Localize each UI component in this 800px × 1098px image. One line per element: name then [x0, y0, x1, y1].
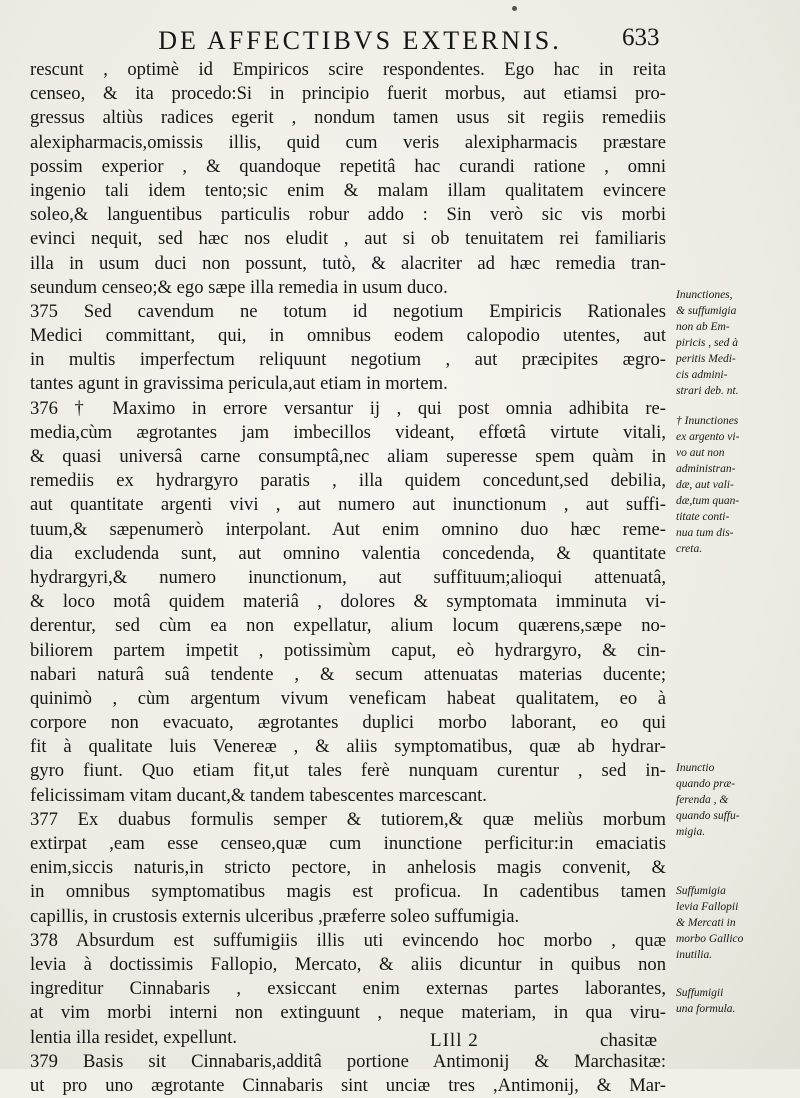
text-line: rescunt , optimè id Empiricos scire respondentes. Ego hac in reita — [30, 59, 666, 80]
text-line: media,cùm ægrotantes jam imbecillos videant, effœtâ virtute vitali, — [30, 421, 666, 443]
margin-note-line: cis admini- — [676, 369, 728, 381]
text-line: in omnibus symptomatibus magis est proficua. In cadentibus tamen — [30, 881, 666, 903]
text-line: Medici committant, qui, in omnibus eodem calopodio utentes, aut — [30, 325, 666, 347]
text-line: extirpat ,eam esse censeo,quæ cum inunctione perficitur:in emaciatis — [30, 833, 666, 854]
text-line: ingenio tali idem tento;sic enim & malam illam qualitatem evincere — [30, 179, 666, 201]
text-line: quinimò , cùm argentum vivum veneficam habeat qualitatem, eo à — [30, 687, 666, 709]
margin-note — [676, 883, 798, 963]
text-line: tantes agunt in gravissima pericula,aut etiam in mortem. — [30, 373, 448, 395]
text-line: biliorem partem impetit , potissimùm caput, eò hydrargyro, & cin- — [30, 639, 666, 661]
margin-note-line: dæ,tum quan- — [676, 495, 740, 507]
text-line: illa in usum duci non possunt, tutò, & alacriter ad hæc remedia tran- — [30, 252, 666, 274]
margin-note-line: ex argento vi- — [676, 431, 740, 443]
margin-note-line: migia. — [676, 826, 706, 838]
text-line: possim experior , & quandoque repetitâ hac curandi ratione , omni — [30, 155, 666, 177]
text-line: & quasi universâ carne consumptâ,nec aliam superesse spem quàm in — [30, 446, 666, 467]
text-line: evinci nequit, sed hæc nos eludit , aut si ob tenuitatem rei familiaris — [30, 228, 666, 250]
ink-speck — [512, 6, 517, 11]
text-line: 378 Absurdum est suffumigiis illis uti evincendo hoc morbo , quæ — [30, 929, 666, 951]
text-line: dia excludenda sunt, aut omnino valentia concedenda, & quantitate — [30, 542, 666, 564]
margin-note-line: quando suffu- — [676, 810, 740, 822]
text-line: levia à doctissimis Fallopio, Mercato, & aliis dicuntur in quibus non — [30, 953, 666, 975]
margin-note — [676, 413, 798, 557]
running-head: DE AFFECTIBVS EXTERNIS. — [158, 26, 562, 55]
text-line: in multis imperfectum reliquunt negotium , aut præcipites ægro- — [30, 349, 666, 371]
margin-note-line: una formula. — [676, 1003, 736, 1015]
text-line: ut pro uno ægrotante Cinnabaris sint unciæ tres ,Antimonij, & Mar- — [30, 1074, 666, 1096]
margin-note — [676, 760, 798, 840]
text-line: & loco motâ quidem materiâ , dolores & symptomata imminuta vi- — [30, 591, 666, 613]
margin-note-line: Inunctio — [676, 762, 715, 774]
text-line: aut quantitate argenti vivi , aut numero aut inunctionum , aut suffi- — [30, 494, 666, 516]
text-line: at vim morbi interni non extinguunt , neque materiam, in qua viru- — [30, 1002, 666, 1024]
text-line: remediis ex hydrargyro paratis , illa quidem concedunt,sed debilia, — [30, 470, 666, 492]
margin-note-line: non ab Em- — [676, 321, 730, 333]
text-line: fit à qualitate luis Venereæ , & aliis symptomatibus, quæ ab hydrar- — [30, 736, 666, 758]
margin-note-line: morbo Gallico — [676, 933, 744, 945]
margin-note-line: & suffumigia — [676, 305, 737, 317]
text-line: gyro fiunt. Quo etiam fit,ut tales ferè nunquam curentur , sed in- — [30, 760, 666, 782]
margin-note-line: administran- — [676, 463, 736, 475]
text-line: enim,siccis naturis,in stricto pectore, in anhelosis magis convenit, & — [30, 857, 666, 879]
margin-note-line: Suffumigii — [676, 987, 724, 999]
text-line: capillis, in crustosis externis ulceribus ,præferre soleo suffumigia. — [30, 905, 520, 927]
text-line: 379 Basis sit Cinnabaris,additâ portione Antimonij & Marchasitæ: — [30, 1050, 666, 1072]
margin-note — [676, 985, 798, 1017]
text-line: ingreditur Cinnabaris , exsiccant enim externas partes laborantes, — [30, 978, 666, 1000]
margin-note-line: Suffumigia — [676, 885, 726, 897]
margin-note-line: quando præ- — [676, 778, 736, 790]
text-line: soleo,& languentibus particulis robur addo : Sin verò sic vis morbi — [30, 204, 666, 226]
text-line: 376 † Maximo in errore versantur ij , qui post omnia adhibita re- — [30, 397, 666, 419]
text-line: 377 Ex duabus formulis semper & tutiorem,& quæ meliùs morbum — [30, 808, 666, 830]
text-line: derentur, sed cùm ea non expellatur, alium locum quærens,sæpe no- — [30, 615, 666, 637]
margin-note-line: strari deb. nt. — [676, 385, 739, 397]
text-line: censeo, & ita procedo:Si in principio fuerit morbus, aut etiamsi pro- — [30, 83, 666, 105]
body-text — [30, 58, 666, 1098]
margin-note-line: nua tum dis- — [676, 527, 734, 539]
text-line: gressus altiùs radices egerit , nondum tamen usus sit regiis remediis — [30, 107, 666, 129]
catchword: chasitæ — [600, 1030, 657, 1051]
text-line: hydrargyri,& numero inunctionum, aut suffituum;alioqui attenuatâ, — [30, 566, 666, 588]
text-line: alexipharmacis,omissis illis, quid cum veris alexipharmacis præstare — [30, 131, 666, 153]
page-number: 633 — [622, 24, 660, 51]
margin-note-line: ferenda , & — [676, 794, 729, 806]
text-line: tuum,& sæpenumerò interpolant. Aut enim omnino duo hæc reme- — [30, 518, 666, 540]
margin-note-line: peritis Medi- — [676, 353, 736, 365]
margin-note — [676, 287, 798, 399]
margin-note-line: & Mercati in — [676, 917, 736, 929]
signature-mark: LIll 2 — [430, 1030, 479, 1051]
margin-note-line: dæ, aut vali- — [676, 479, 734, 491]
margin-note-line: inutilia. — [676, 949, 713, 961]
text-line: lentia illa residet, expellunt. — [30, 1026, 238, 1048]
margin-note-line: creta. — [676, 543, 703, 555]
margin-note-line: levia Fallopii — [676, 901, 739, 913]
text-line: corpore non evacuato, ægrotantes duplici morbo laborant, eo qui — [30, 712, 666, 734]
margin-note-line: vo aut non — [676, 447, 725, 459]
margin-note-line: Inunctiones, — [676, 289, 733, 301]
text-line: nabari naturâ suâ tendente , & secum attenuatas materias ducente; — [30, 663, 666, 685]
margin-note-line: piricis , sed à — [676, 337, 738, 349]
margin-note-line: titate conti- — [676, 511, 730, 523]
text-line: 375 Sed cavendum ne totum id negotium Empiricis Rationales — [30, 300, 666, 322]
text-line: seundum censeo;& ego sæpe illa remedia in usum duco. — [30, 276, 448, 298]
margin-note-line: † Inunctiones — [676, 415, 739, 427]
text-line: felicissimam vitam ducant,& tandem tabescentes marcescant. — [30, 784, 487, 806]
